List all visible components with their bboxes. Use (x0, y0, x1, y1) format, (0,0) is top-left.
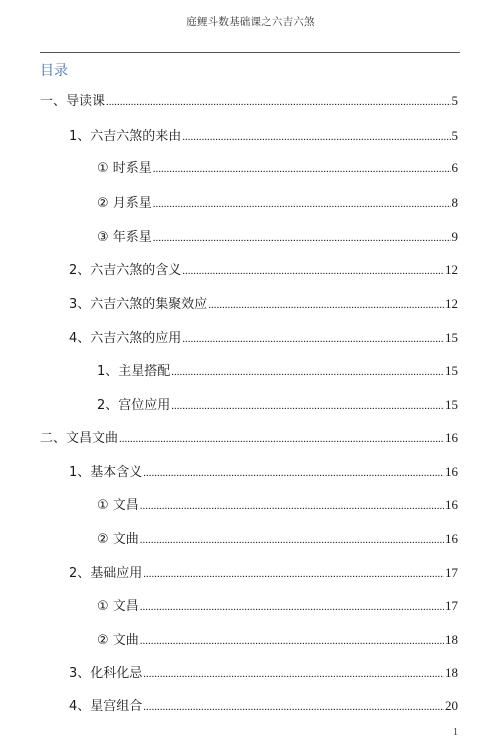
toc-dot-leader (182, 263, 444, 279)
toc-entry-page: 15 (445, 330, 458, 345)
toc-entry[interactable] (97, 397, 458, 413)
toc-entry[interactable] (97, 632, 458, 648)
toc-entry-page: 20 (445, 698, 458, 713)
toc-entry[interactable] (69, 296, 458, 312)
toc-entry-page: 5 (451, 93, 458, 108)
page-number: 1 (453, 727, 458, 738)
toc-entry[interactable] (40, 430, 458, 446)
toc-entry-page: 12 (445, 296, 458, 311)
toc-dot-leader (153, 161, 451, 177)
toc-dot-leader (153, 196, 451, 212)
toc-dot-leader (106, 94, 450, 110)
toc-entry[interactable] (69, 464, 458, 480)
toc-dot-leader (119, 431, 444, 447)
toc-entry-label: 3、六吉六煞的集聚效应 (69, 297, 208, 312)
toc-entry-page: 17 (445, 565, 458, 580)
toc-dot-leader (171, 364, 444, 380)
toc-entry[interactable] (97, 160, 458, 176)
toc-entry[interactable] (97, 195, 458, 211)
toc-dot-leader (153, 230, 451, 246)
toc-entry-label: 1、六吉六煞的来由 (69, 129, 182, 144)
toc-entry-label: ③ 年系星 (97, 230, 152, 245)
toc-entry-page: 5 (451, 128, 458, 143)
toc-dot-leader (143, 465, 444, 481)
toc-dot-leader (140, 599, 444, 615)
toc-entry-label: 4、星宫组合 (69, 699, 143, 714)
toc-entry[interactable] (97, 229, 458, 245)
toc-dot-leader (171, 398, 444, 414)
toc-entry-page: 16 (445, 497, 458, 512)
toc-entry-label: ① 时系星 (97, 161, 152, 176)
toc-entry-label: 4、六吉六煞的应用 (69, 331, 182, 346)
toc-entry-page: 15 (445, 363, 458, 378)
toc-entry-page: 17 (445, 598, 458, 613)
toc-dot-leader (143, 666, 444, 682)
toc-dot-leader (182, 331, 444, 347)
toc-entry[interactable] (69, 698, 458, 714)
page-header: 庭鲤斗数基础课之六吉六煞 (186, 16, 315, 28)
toc-entry-label: 2、基础应用 (69, 566, 143, 581)
toc-entry[interactable] (69, 262, 458, 278)
toc-title: 目录 (40, 63, 68, 79)
toc-entry[interactable] (97, 497, 458, 513)
toc-dot-leader (140, 498, 444, 514)
toc-dot-leader (140, 532, 444, 548)
toc-entry-label: ② 月系星 (97, 196, 152, 211)
toc-entry-label: 二、文昌文曲 (40, 431, 119, 446)
toc-entry[interactable] (97, 598, 458, 614)
toc-dot-leader (182, 129, 450, 145)
toc-entry-page: 6 (451, 160, 458, 175)
toc-entry[interactable] (69, 330, 458, 346)
toc-entry-page: 16 (445, 430, 458, 445)
toc-entry-label: ① 文昌 (97, 599, 139, 614)
toc-entry-label: ② 文曲 (97, 532, 139, 547)
toc-entry-label: 2、宫位应用 (97, 398, 171, 413)
toc-entry-page: 8 (451, 195, 458, 210)
toc-entry-label: 1、基本含义 (69, 465, 143, 480)
toc-dot-leader (208, 297, 444, 313)
toc-entry-page: 16 (445, 531, 458, 546)
toc-entry-label: ② 文曲 (97, 633, 139, 648)
toc-entry-label: 2、六吉六煞的含义 (69, 263, 182, 278)
toc-entry-page: 12 (445, 262, 458, 277)
toc-entry[interactable] (97, 531, 458, 547)
toc-entry[interactable] (69, 665, 458, 681)
toc-entry[interactable] (40, 93, 458, 109)
toc-entry-label: 3、化科化忌 (69, 666, 143, 681)
toc-dot-leader (143, 566, 444, 582)
toc-entry-label: 一、导读课 (40, 94, 106, 109)
toc-entry-page: 18 (445, 632, 458, 647)
toc-entry[interactable] (97, 363, 458, 379)
toc-entry-page: 18 (445, 665, 458, 680)
toc-entry-page: 9 (451, 229, 458, 244)
toc-entry[interactable] (69, 565, 458, 581)
toc-dot-leader (143, 699, 444, 715)
toc-entry-label: 1、主星搭配 (97, 364, 171, 379)
toc-dot-leader (140, 633, 444, 649)
toc-entry-page: 16 (445, 464, 458, 479)
toc-entry-page: 15 (445, 397, 458, 412)
toc-entry[interactable] (69, 128, 458, 144)
toc-entry-label: ① 文昌 (97, 498, 139, 513)
